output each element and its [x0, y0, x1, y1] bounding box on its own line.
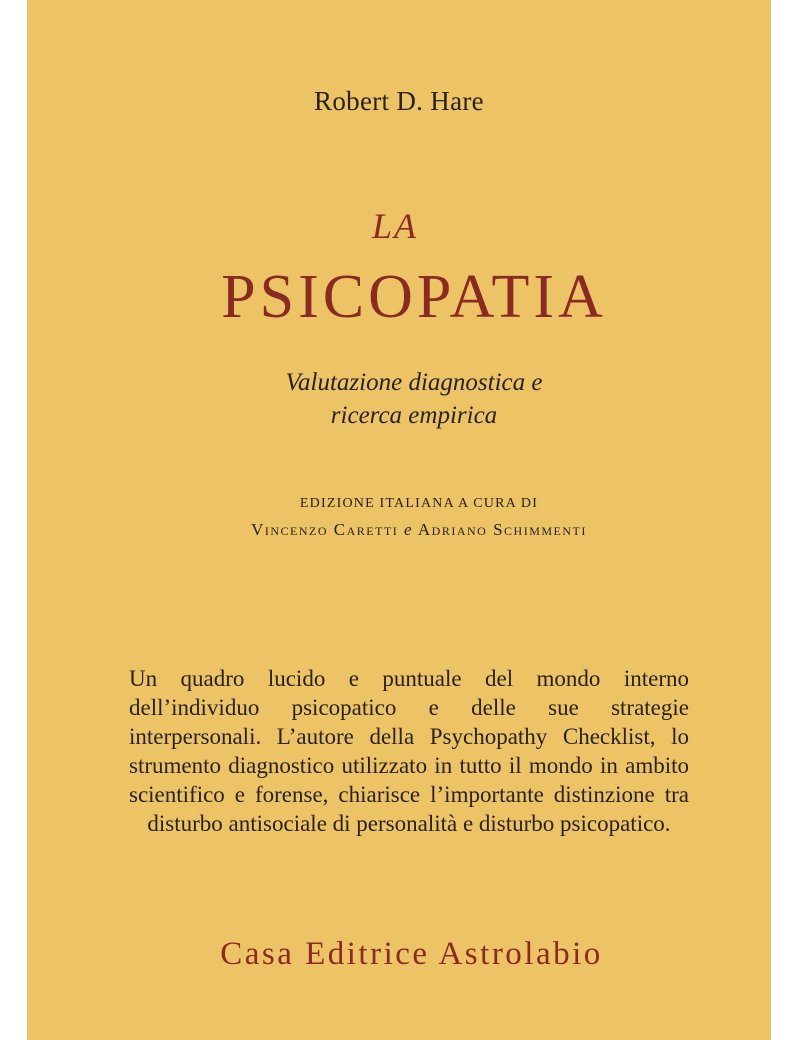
book-cover: [27, 0, 771, 1040]
subtitle-line-2: ricerca empirica: [330, 402, 498, 429]
editor-conjunction: e: [404, 520, 414, 539]
author-name: Robert D. Hare: [314, 86, 484, 116]
subtitle-line-1: Valutazione diagnostica e: [285, 369, 543, 396]
publisher-name: Casa Editrice Astrolabio: [220, 936, 603, 972]
edition-credits: [27, 492, 771, 544]
title-article: LA: [372, 206, 419, 246]
editor-2: Adriano Schimmenti: [417, 520, 587, 539]
edition-label: EDIZIONE ITALIANA A CURA DI: [299, 496, 539, 511]
cover-blurb: Un quadro lucido e puntuale del mondo interno dell’individuo psicopatico e delle sue strategie interpersonali. L’autore della Psychopathy Checklist, lo strumento diagnostico utilizzato in tutto il mondo in ambito scientifico e forense, chiarisce l’importante distinzione tra disturbo antisociale di personalità e disturbo psicopatico.: [129, 666, 689, 836]
editors: [67, 516, 771, 544]
book-subtitle: [27, 366, 771, 432]
editor-1: Vincenzo Caretti: [251, 520, 399, 539]
book-title: PSICOPATIA: [221, 263, 607, 331]
